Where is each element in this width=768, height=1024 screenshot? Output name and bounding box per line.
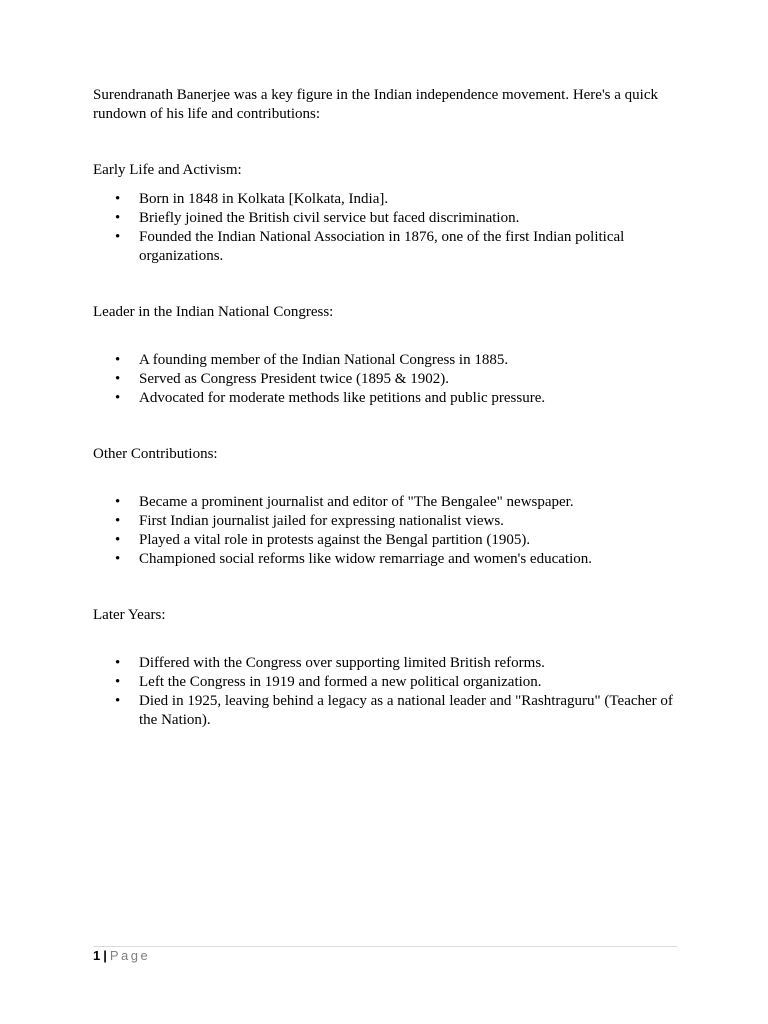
list-item: • Played a vital role in protests against the Bengal partition (1905).	[93, 531, 683, 550]
list-item: • A founding member of the Indian National Congress in 1885.	[93, 351, 683, 370]
list-item: • Left the Congress in 1919 and formed a new political organization.	[93, 673, 683, 692]
page-number: 1	[93, 948, 101, 963]
list-item: • Founded the Indian National Association in 1876, one of the first Indian political organizations.	[93, 228, 683, 266]
list-item: • Advocated for moderate methods like petitions and public pressure.	[93, 389, 683, 408]
list-item: • Served as Congress President twice (1895 & 1902).	[93, 370, 683, 389]
page-footer	[93, 948, 150, 964]
section-heading-early-life: Early Life and Activism:	[93, 162, 242, 178]
page-label: Page	[109, 948, 151, 963]
section-heading-later-years: Later Years:	[93, 607, 166, 623]
bullet-list-congress-leader	[93, 351, 683, 408]
footer-separator: |	[103, 948, 107, 963]
section-heading-other-contributions: Other Contributions:	[93, 446, 218, 462]
intro-paragraph: Surendranath Banerjee was a key figure in the Indian independence movement. Here's a quick rundown of his life and contributions:	[93, 87, 658, 122]
bullet-list-other-contributions	[93, 493, 683, 569]
list-item: • Died in 1925, leaving behind a legacy as a national leader and "Rashtraguru" (Teacher of the Nation).	[93, 692, 683, 730]
bullet-list-later-years	[93, 654, 683, 730]
bullet-list-early-life	[93, 190, 683, 266]
list-item: • Differed with the Congress over supporting limited British reforms.	[93, 654, 683, 673]
list-item: • Championed social reforms like widow remarriage and women's education.	[93, 550, 683, 569]
list-item: • Born in 1848 in Kolkata [Kolkata, India].	[93, 190, 683, 209]
section-heading-congress-leader: Leader in the Indian National Congress:	[93, 304, 334, 320]
footer-divider	[93, 946, 677, 947]
list-item: • Became a prominent journalist and editor of "The Bengalee" newspaper.	[93, 493, 683, 512]
list-item: • First Indian journalist jailed for expressing nationalist views.	[93, 512, 683, 531]
document-body	[93, 86, 683, 730]
list-item: • Briefly joined the British civil service but faced discrimination.	[93, 209, 683, 228]
